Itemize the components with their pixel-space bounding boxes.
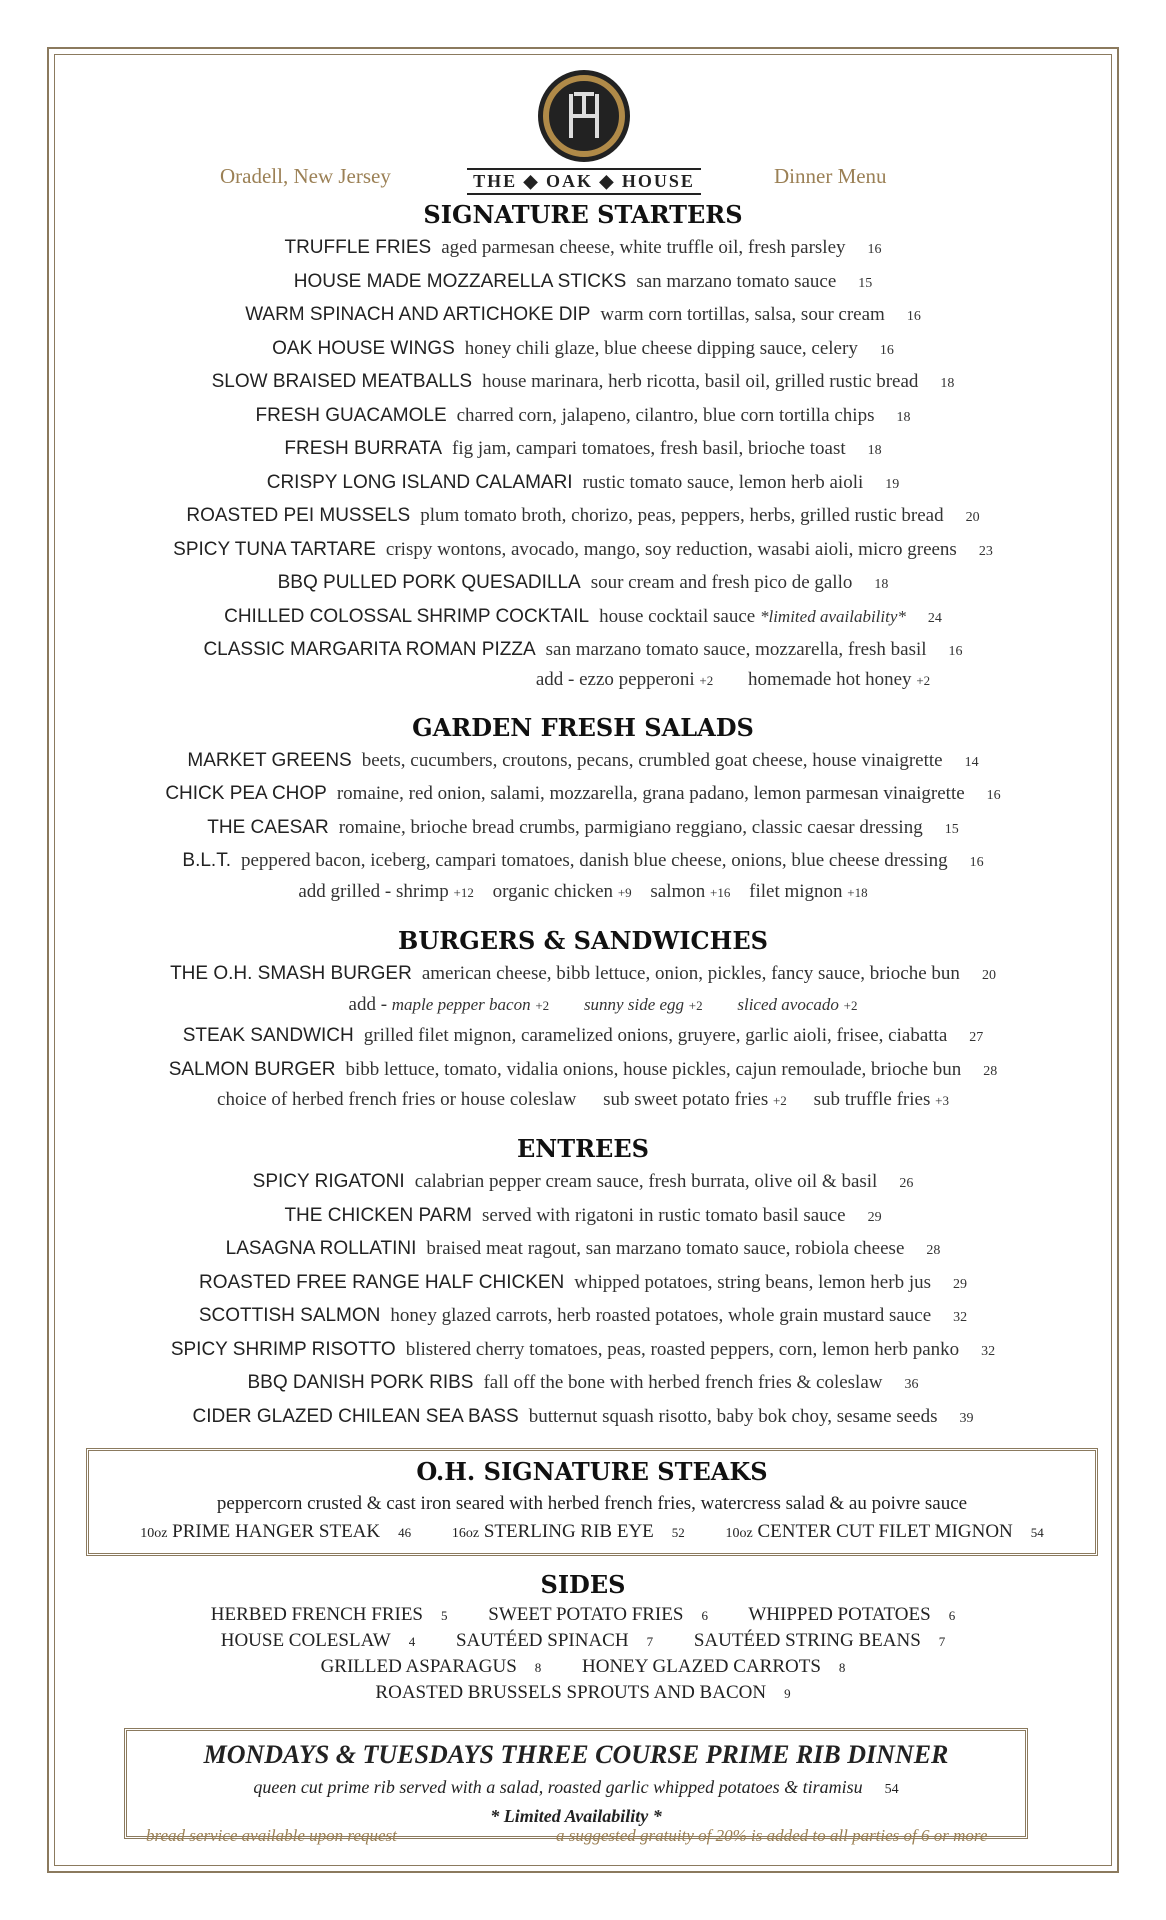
menu-item: SPICY TUNA TARTARE crispy wontons, avocado, mango, soy reduction, wasabi aioli, micro greens 23 <box>173 538 993 560</box>
steaks-box <box>86 1448 1098 1556</box>
menu-item: SPICY RIGATONI calabrian pepper cream sauce, fresh burrata, olive oil & basil 26 <box>252 1171 914 1192</box>
oak-house-logo <box>454 68 714 198</box>
menu-header <box>54 54 1112 194</box>
special-desc: queen cut prime rib served with a salad, roasted garlic whipped potatoes & tiramisu 54 <box>253 1777 899 1797</box>
burgers-title: BURGERS & SANDWICHES <box>398 925 768 955</box>
menu-item: FRESH GUACAMOLE charred corn, jalapeno, cilantro, blue corn tortilla chips 18 <box>255 404 911 426</box>
menu-page <box>54 54 1112 1866</box>
menu-item: HOUSE MADE MOZZARELLA STICKS san marzano tomato sauce 15 <box>293 270 873 292</box>
sides-row: HOUSE COLESLAW 4 SAUTÉED SPINACH 7 SAUTÉED STRING BEANS 7 <box>220 1630 946 1651</box>
logo-wordmark: THE ◆ OAK ◆ HOUSE <box>467 168 701 195</box>
menu-item: FRESH BURRATA fig jam, campari tomatoes, fresh basil, brioche toast 18 <box>284 438 882 459</box>
salads-section <box>54 711 1112 906</box>
menu-item: THE O.H. SMASH BURGER american cheese, bibb lettuce, onion, pickles, fancy sauce, brioche bun 20 <box>170 962 996 984</box>
sides-row: HERBED FRENCH FRIES 5 SWEET POTATO FRIES 6 WHIPPED POTATOES 6 <box>210 1604 956 1625</box>
menu-item: CHILLED COLOSSAL SHRIMP COCKTAIL house cocktail sauce *limited availability* 24 <box>224 605 942 627</box>
sides-row: GRILLED ASPARAGUS 8 HONEY GLAZED CARROTS 8 <box>320 1656 846 1677</box>
location-text: Oradell, New Jersey <box>220 164 391 188</box>
sides-row: ROASTED BRUSSELS SPROUTS AND BACON 9 <box>375 1682 791 1703</box>
menu-item: STEAK SANDWICH grilled filet mignon, caramelized onions, gruyere, garlic aioli, frisee, ciabatta 27 <box>182 1025 984 1046</box>
menu-item: THE CAESAR romaine, brioche bread crumbs, parmigiano reggiano, classic caesar dressing 15 <box>207 816 959 838</box>
sides-section <box>54 1568 1112 1706</box>
burgers-section <box>54 924 1112 1115</box>
menu-type-text: Dinner Menu <box>774 164 887 188</box>
menu-item: CRISPY LONG ISLAND CALAMARI rustic tomato sauce, lemon herb aioli 19 <box>266 471 900 493</box>
menu-item: TRUFFLE FRIES aged parmesan cheese, white truffle oil, fresh parsley 16 <box>284 237 882 258</box>
menu-item: CHICK PEA CHOP romaine, red onion, salami, mozzarella, grana padano, lemon parmesan vinaigrette 16 <box>165 783 1001 804</box>
menu-item: WARM SPINACH AND ARTICHOKE DIP warm corn tortillas, salsa, sour cream 16 <box>245 304 921 325</box>
bread-note: bread service available upon request <box>146 1826 397 1845</box>
burger-side-choice: choice of herbed french fries or house coleslaw sub sweet potato fries +2 sub truffle fries +3 <box>217 1089 949 1110</box>
menu-item: ROASTED FREE RANGE HALF CHICKEN whipped potatoes, string beans, lemon herb jus 29 <box>199 1271 967 1293</box>
salad-addons: add grilled - shrimp +12 organic chicken +9 salmon +16 filet mignon +18 <box>298 880 868 902</box>
pizza-addons: add - ezzo pepperoni +2 homemade hot honey +2 <box>535 668 931 690</box>
starters-section <box>54 198 1112 693</box>
menu-item: SCOTTISH SALMON honey glazed carrots, herb roasted potatoes, whole grain mustard sauce 32 <box>198 1305 968 1326</box>
menu-item: ROASTED PEI MUSSELS plum tomato broth, chorizo, peas, peppers, herbs, grilled rustic bread 20 <box>186 505 980 526</box>
entrees-section <box>54 1132 1112 1434</box>
menu-item: BBQ PULLED PORK QUESADILLA sour cream and fresh pico de gallo 18 <box>277 572 889 593</box>
salads-title: GARDEN FRESH SALADS <box>412 712 754 742</box>
steaks-list: 10oz PRIME HANGER STEAK 46 16oz STERLING RIB EYE 52 10oz CENTER CUT FILET MIGNON 54 <box>140 1521 1044 1542</box>
steaks-title: O.H. SIGNATURE STEAKS <box>416 1457 768 1486</box>
special-title: MONDAYS & TUESDAYS THREE COURSE PRIME RIB DINNER <box>203 1740 949 1769</box>
sides-title: SIDES <box>540 1570 626 1599</box>
burger-addons: add - maple pepper bacon +2 sunny side egg +2 sliced avocado +2 <box>348 994 858 1015</box>
special-limited: * Limited Availability * <box>490 1806 662 1826</box>
oh-monogram-icon <box>536 68 632 164</box>
menu-item: OAK HOUSE WINGS honey chili glaze, blue cheese dipping sauce, celery 16 <box>272 337 894 359</box>
gratuity-note: a suggested gratuity of 20% is added to all parties of 6 or more <box>556 1826 988 1845</box>
menu-item: SALMON BURGER bibb lettuce, tomato, vidalia onions, house pickles, cajun remoulade, brioche bun 28 <box>168 1058 998 1080</box>
entrees-title: ENTREES <box>517 1134 649 1163</box>
menu-item: CIDER GLAZED CHILEAN SEA BASS butternut squash risotto, baby bok choy, sesame seeds 39 <box>192 1405 974 1427</box>
menu-item: MARKET GREENS beets, cucumbers, croutons, pecans, crumbled goat cheese, house vinaigrette 14 <box>187 749 979 771</box>
menu-item: SLOW BRAISED MEATBALLS house marinara, herb ricotta, basil oil, grilled rustic bread 18 <box>211 371 955 392</box>
menu-item: CLASSIC MARGARITA ROMAN PIZZA san marzano tomato sauce, mozzarella, fresh basil 16 <box>203 639 963 660</box>
starters-title: SIGNATURE STARTERS <box>423 200 743 229</box>
menu-item: BBQ DANISH PORK RIBS fall off the bone with herbed french fries & coleslaw 36 <box>247 1372 919 1393</box>
steaks-subtitle: peppercorn crusted & cast iron seared with herbed french fries, watercress salad & au poivre sauce <box>216 1493 968 1514</box>
menu-footer <box>54 1826 1112 1856</box>
menu-item: THE CHICKEN PARM served with rigatoni in rustic tomato basil sauce 29 <box>284 1204 882 1226</box>
prime-rib-special-box <box>124 1728 1028 1839</box>
menu-item: LASAGNA ROLLATINI braised meat ragout, san marzano tomato sauce, robiola cheese 28 <box>225 1238 941 1259</box>
menu-item: B.L.T. peppered bacon, iceberg, campari tomatoes, danish blue cheese, onions, blue cheese dressing 16 <box>182 850 984 871</box>
menu-item: SPICY SHRIMP RISOTTO blistered cherry tomatoes, peas, roasted peppers, corn, lemon herb panko 32 <box>170 1338 996 1360</box>
